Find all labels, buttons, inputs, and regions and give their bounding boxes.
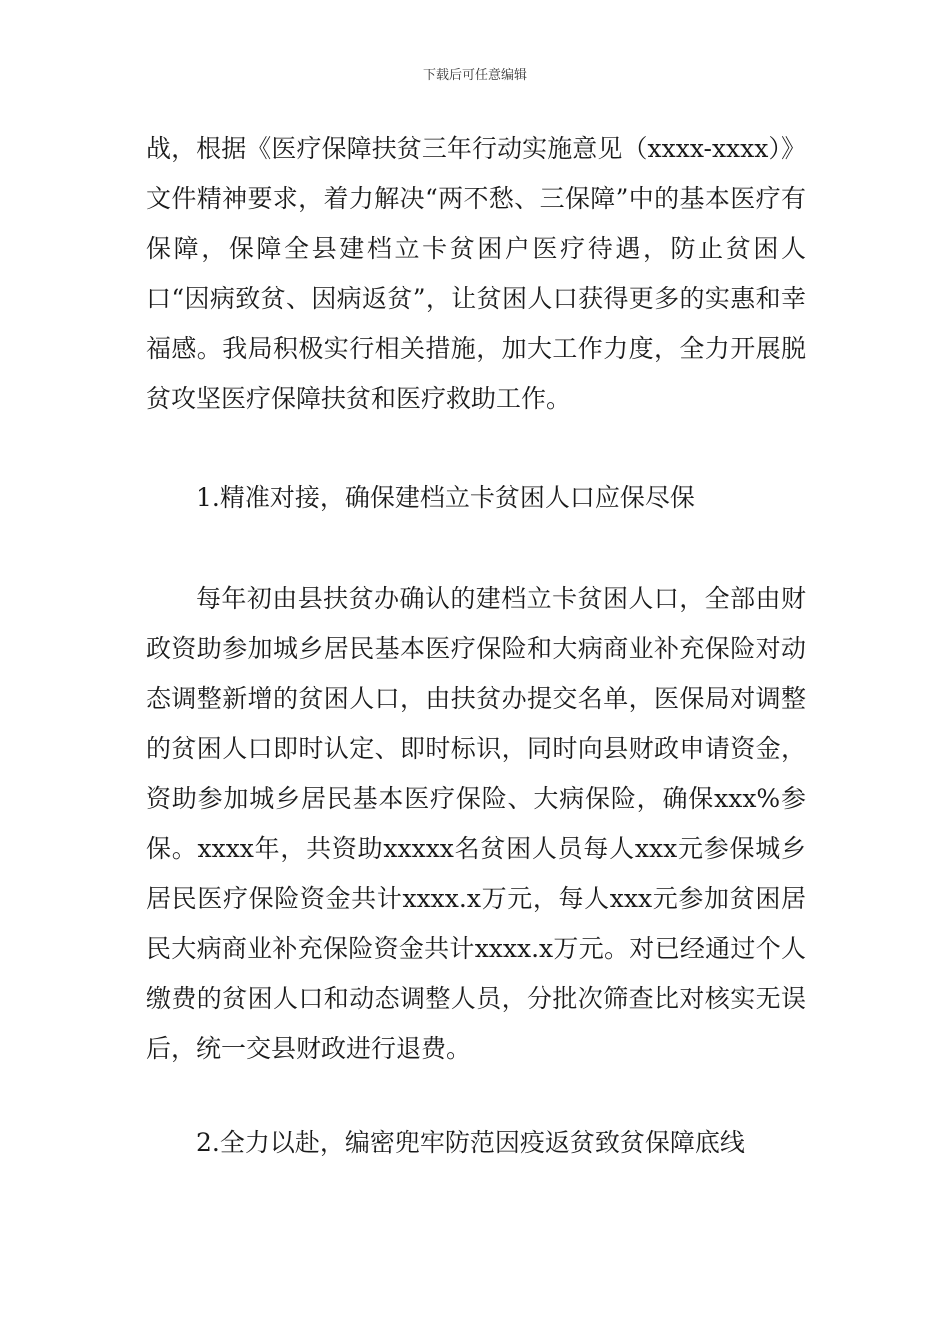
section-heading-1: 1.精准对接，确保建档立卡贫困人口应保尽保 [196, 483, 695, 512]
page-header: 下载后可任意编辑 [422, 68, 527, 83]
section-heading-2: 2.全力以赴，编密兜牢防范因疫返贫致贫保障底线 [196, 1128, 745, 1157]
paragraph-section-1: 每年初由县扶贫办确认的建档立卡贫困人口，全部由财政资助参加城乡居民基本医疗保险和大病商业补充保险对动态调整新增的贫困人口，由扶贫办提交名单，医保局对调整的贫困人口即时认定、即时标识，同时向县财政申请资金，资助参加城乡居民基本医疗保险、大病保险，确保xxx%参保。xxxx年，共资助xxxxx名贫困人员每人xxx元参保城乡居民医疗保险资金共计xxxx.x万元，每人xxx元参加贫困居民大病商业补充保险资金共计xxxx.x万元。对已经通过个人缴费的贫困人口和动态调整人员，分批次筛查比对核实无误后，统一交县财政进行退费。 [146, 584, 806, 1063]
paragraph-intro: 战，根据《医疗保障扶贫三年行动实施意见（xxxx-xxxx）》文件精神要求，着力解决“两不愁、三保障”中的基本医疗有保障，保障全县建档立卡贫困户医疗待遇，防止贫困人口“因病致贫、因病返贫”，让贫困人口获得更多的实惠和幸福感。我局积极实行相关措施，加大工作力度，全力开展脱贫攻坚医疗保障扶贫和医疗救助工作。 [146, 134, 806, 413]
